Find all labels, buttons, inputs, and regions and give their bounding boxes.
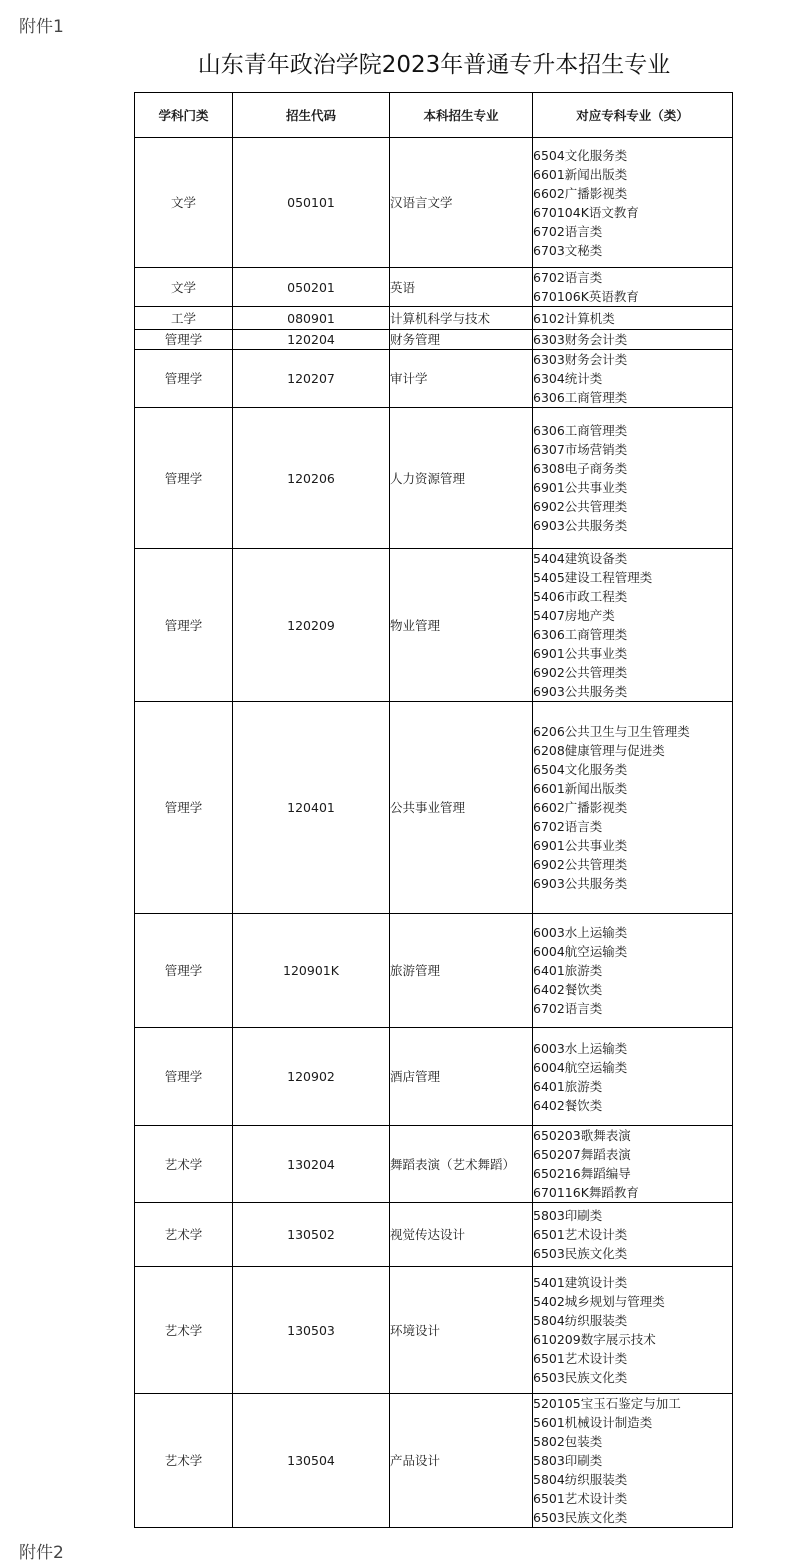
cell-code: 130204 <box>233 1126 390 1203</box>
specialty-item: 5407房地产类 <box>533 608 615 623</box>
table-row <box>135 350 733 408</box>
specialty-item: 6901公共事业类 <box>533 646 628 661</box>
table-row <box>135 1126 733 1203</box>
cell-major: 产品设计 <box>390 1394 533 1528</box>
cell-category: 管理学 <box>135 702 233 914</box>
cell-code: 120901K <box>233 914 390 1028</box>
cell-category: 工学 <box>135 307 233 330</box>
cell-code: 120401 <box>233 702 390 914</box>
specialty-item: 6401旅游类 <box>533 1078 603 1094</box>
specialty-item: 6901公共事业类 <box>533 838 628 853</box>
cell-major: 舞蹈表演（艺术舞蹈） <box>390 1126 533 1203</box>
specialty-item: 6503民族文化类 <box>533 1510 628 1525</box>
cell-major: 环境设计 <box>390 1267 533 1394</box>
header-category: 学科门类 <box>135 93 233 138</box>
cell-major: 酒店管理 <box>390 1028 533 1126</box>
table-body <box>135 138 733 1528</box>
cell-code: 120902 <box>233 1028 390 1126</box>
table-header-row <box>135 93 733 138</box>
table-row <box>135 330 733 350</box>
specialty-item: 6306工商管理类 <box>533 423 628 438</box>
specialty-item: 5404建筑设备类 <box>533 551 628 566</box>
table-row <box>135 1203 733 1267</box>
specialty-item: 6702语言类 <box>533 223 603 239</box>
specialty-item: 5804纺织服装类 <box>533 1472 628 1487</box>
cell-code: 130502 <box>233 1203 390 1267</box>
specialty-item: 6902公共管理类 <box>533 499 628 514</box>
specialty-item: 5406市政工程类 <box>533 589 628 604</box>
cell-specialties <box>533 1394 733 1528</box>
cell-category: 艺术学 <box>135 1267 233 1394</box>
cell-major: 财务管理 <box>390 330 533 350</box>
specialty-item: 650207舞蹈表演 <box>533 1147 631 1162</box>
specialty-item: 6304统计类 <box>533 371 603 386</box>
specialty-item: 5802包装类 <box>533 1434 603 1449</box>
cell-specialties <box>533 307 733 330</box>
specialty-item: 6004航空运输类 <box>533 1059 628 1075</box>
specialty-item: 6903公共服务类 <box>533 518 628 533</box>
specialty-item: 5402城乡规划与管理类 <box>533 1294 665 1309</box>
cell-major: 人力资源管理 <box>390 408 533 549</box>
specialty-item: 6503民族文化类 <box>533 1370 628 1385</box>
header-specialties: 对应专科专业（类） <box>533 93 733 138</box>
specialty-item: 6702语言类 <box>533 270 603 285</box>
specialty-item: 6702语言类 <box>533 1001 603 1016</box>
specialty-item: 6501艺术设计类 <box>533 1351 628 1366</box>
cell-category: 艺术学 <box>135 1394 233 1528</box>
specialty-item: 6702语言类 <box>533 819 603 834</box>
specialty-item: 6303财务会计类 <box>533 332 628 347</box>
specialty-item: 6102计算机类 <box>533 310 615 326</box>
specialty-item: 650216舞蹈编导 <box>533 1166 631 1181</box>
specialty-item: 6703文秘类 <box>533 242 603 258</box>
cell-category: 管理学 <box>135 330 233 350</box>
specialty-item: 6902公共管理类 <box>533 665 628 680</box>
cell-code: 130504 <box>233 1394 390 1528</box>
cell-specialties <box>533 408 733 549</box>
specialty-item: 6206公共卫生与卫生管理类 <box>533 724 690 739</box>
specialty-item: 6208健康管理与促进类 <box>533 743 665 758</box>
specialty-item: 6401旅游类 <box>533 963 603 978</box>
cell-category: 艺术学 <box>135 1126 233 1203</box>
specialty-item: 6402餐饮类 <box>533 982 603 997</box>
table-row <box>135 1394 733 1528</box>
header-code: 招生代码 <box>233 93 390 138</box>
specialty-item: 670106K英语教育 <box>533 289 639 304</box>
cell-category: 文学 <box>135 268 233 307</box>
cell-code: 080901 <box>233 307 390 330</box>
attachment-label: 附件1 <box>19 17 64 37</box>
specialty-item: 6307市场营销类 <box>533 442 628 457</box>
cell-specialties <box>533 330 733 350</box>
cell-specialties <box>533 1028 733 1126</box>
cell-specialties <box>533 702 733 914</box>
specialty-item: 5803印刷类 <box>533 1208 603 1223</box>
cell-specialties <box>533 138 733 268</box>
table-row <box>135 914 733 1028</box>
cell-major: 物业管理 <box>390 549 533 702</box>
cell-major: 审计学 <box>390 350 533 408</box>
specialty-item: 6601新闻出版类 <box>533 781 628 796</box>
specialty-item: 6602广播影视类 <box>533 185 628 201</box>
specialty-item: 6306工商管理类 <box>533 390 628 405</box>
specialty-item: 6003水上运输类 <box>533 1040 628 1056</box>
table-row <box>135 408 733 549</box>
cell-code: 130503 <box>233 1267 390 1394</box>
table-row <box>135 268 733 307</box>
table-row <box>135 307 733 330</box>
table-row <box>135 138 733 268</box>
specialty-item: 5601机械设计制造类 <box>533 1415 653 1430</box>
cell-major: 汉语言文学 <box>390 138 533 268</box>
specialty-item: 5803印刷类 <box>533 1453 603 1468</box>
cell-major: 公共事业管理 <box>390 702 533 914</box>
cell-specialties <box>533 268 733 307</box>
cell-specialties <box>533 1267 733 1394</box>
table-row <box>135 702 733 914</box>
cell-category: 管理学 <box>135 1028 233 1126</box>
cell-specialties <box>533 914 733 1028</box>
specialty-item: 670104K语文教育 <box>533 204 639 220</box>
cell-code: 120209 <box>233 549 390 702</box>
specialty-item: 6903公共服务类 <box>533 684 628 699</box>
cell-major: 计算机科学与技术 <box>390 307 533 330</box>
specialty-item: 5401建筑设计类 <box>533 1275 628 1290</box>
cell-code: 120206 <box>233 408 390 549</box>
cell-category: 管理学 <box>135 408 233 549</box>
cell-specialties <box>533 1126 733 1203</box>
page-title: 山东青年政治学院2023年普通专升本招生专业 <box>197 52 671 78</box>
specialty-item: 6601新闻出版类 <box>533 166 628 182</box>
specialty-item: 6903公共服务类 <box>533 876 628 891</box>
cell-category: 艺术学 <box>135 1203 233 1267</box>
specialty-item: 6303财务会计类 <box>533 352 628 367</box>
cell-specialties <box>533 1203 733 1267</box>
specialty-item: 6504文化服务类 <box>533 147 628 163</box>
specialty-item: 6306工商管理类 <box>533 627 628 642</box>
specialty-item: 6003水上运输类 <box>533 925 628 940</box>
specialty-item: 6004航空运输类 <box>533 944 628 959</box>
cell-specialties <box>533 350 733 408</box>
specialty-item: 6602广播影视类 <box>533 800 628 815</box>
specialty-item: 6901公共事业类 <box>533 480 628 495</box>
specialty-item: 6501艺术设计类 <box>533 1227 628 1242</box>
table-row <box>135 1028 733 1126</box>
majors-table <box>134 92 733 1528</box>
specialty-item: 6402餐饮类 <box>533 1097 603 1113</box>
cell-code: 120207 <box>233 350 390 408</box>
specialty-item: 6503民族文化类 <box>533 1246 628 1261</box>
specialty-item: 6308电子商务类 <box>533 461 628 476</box>
specialty-item: 650203歌舞表演 <box>533 1128 631 1143</box>
cell-category: 管理学 <box>135 549 233 702</box>
cell-major: 旅游管理 <box>390 914 533 1028</box>
cell-code: 050201 <box>233 268 390 307</box>
specialty-item: 610209数字展示技术 <box>533 1332 656 1347</box>
table-row <box>135 1267 733 1394</box>
specialty-item: 6504文化服务类 <box>533 762 628 777</box>
specialty-item: 5804纺织服装类 <box>533 1313 628 1328</box>
specialty-item: 6501艺术设计类 <box>533 1491 628 1506</box>
cell-specialties <box>533 549 733 702</box>
table-row <box>135 549 733 702</box>
specialty-item: 670116K舞蹈教育 <box>533 1185 639 1200</box>
specialty-item: 520105宝玉石鉴定与加工 <box>533 1396 681 1411</box>
specialty-item: 5405建设工程管理类 <box>533 570 653 585</box>
header-major: 本科招生专业 <box>390 93 533 138</box>
specialty-item: 6902公共管理类 <box>533 857 628 872</box>
next-attachment-label: 附件2 <box>19 1543 64 1563</box>
cell-category: 文学 <box>135 138 233 268</box>
cell-major: 英语 <box>390 268 533 307</box>
cell-major: 视觉传达设计 <box>390 1203 533 1267</box>
cell-code: 050101 <box>233 138 390 268</box>
cell-category: 管理学 <box>135 350 233 408</box>
cell-category: 管理学 <box>135 914 233 1028</box>
cell-code: 120204 <box>233 330 390 350</box>
